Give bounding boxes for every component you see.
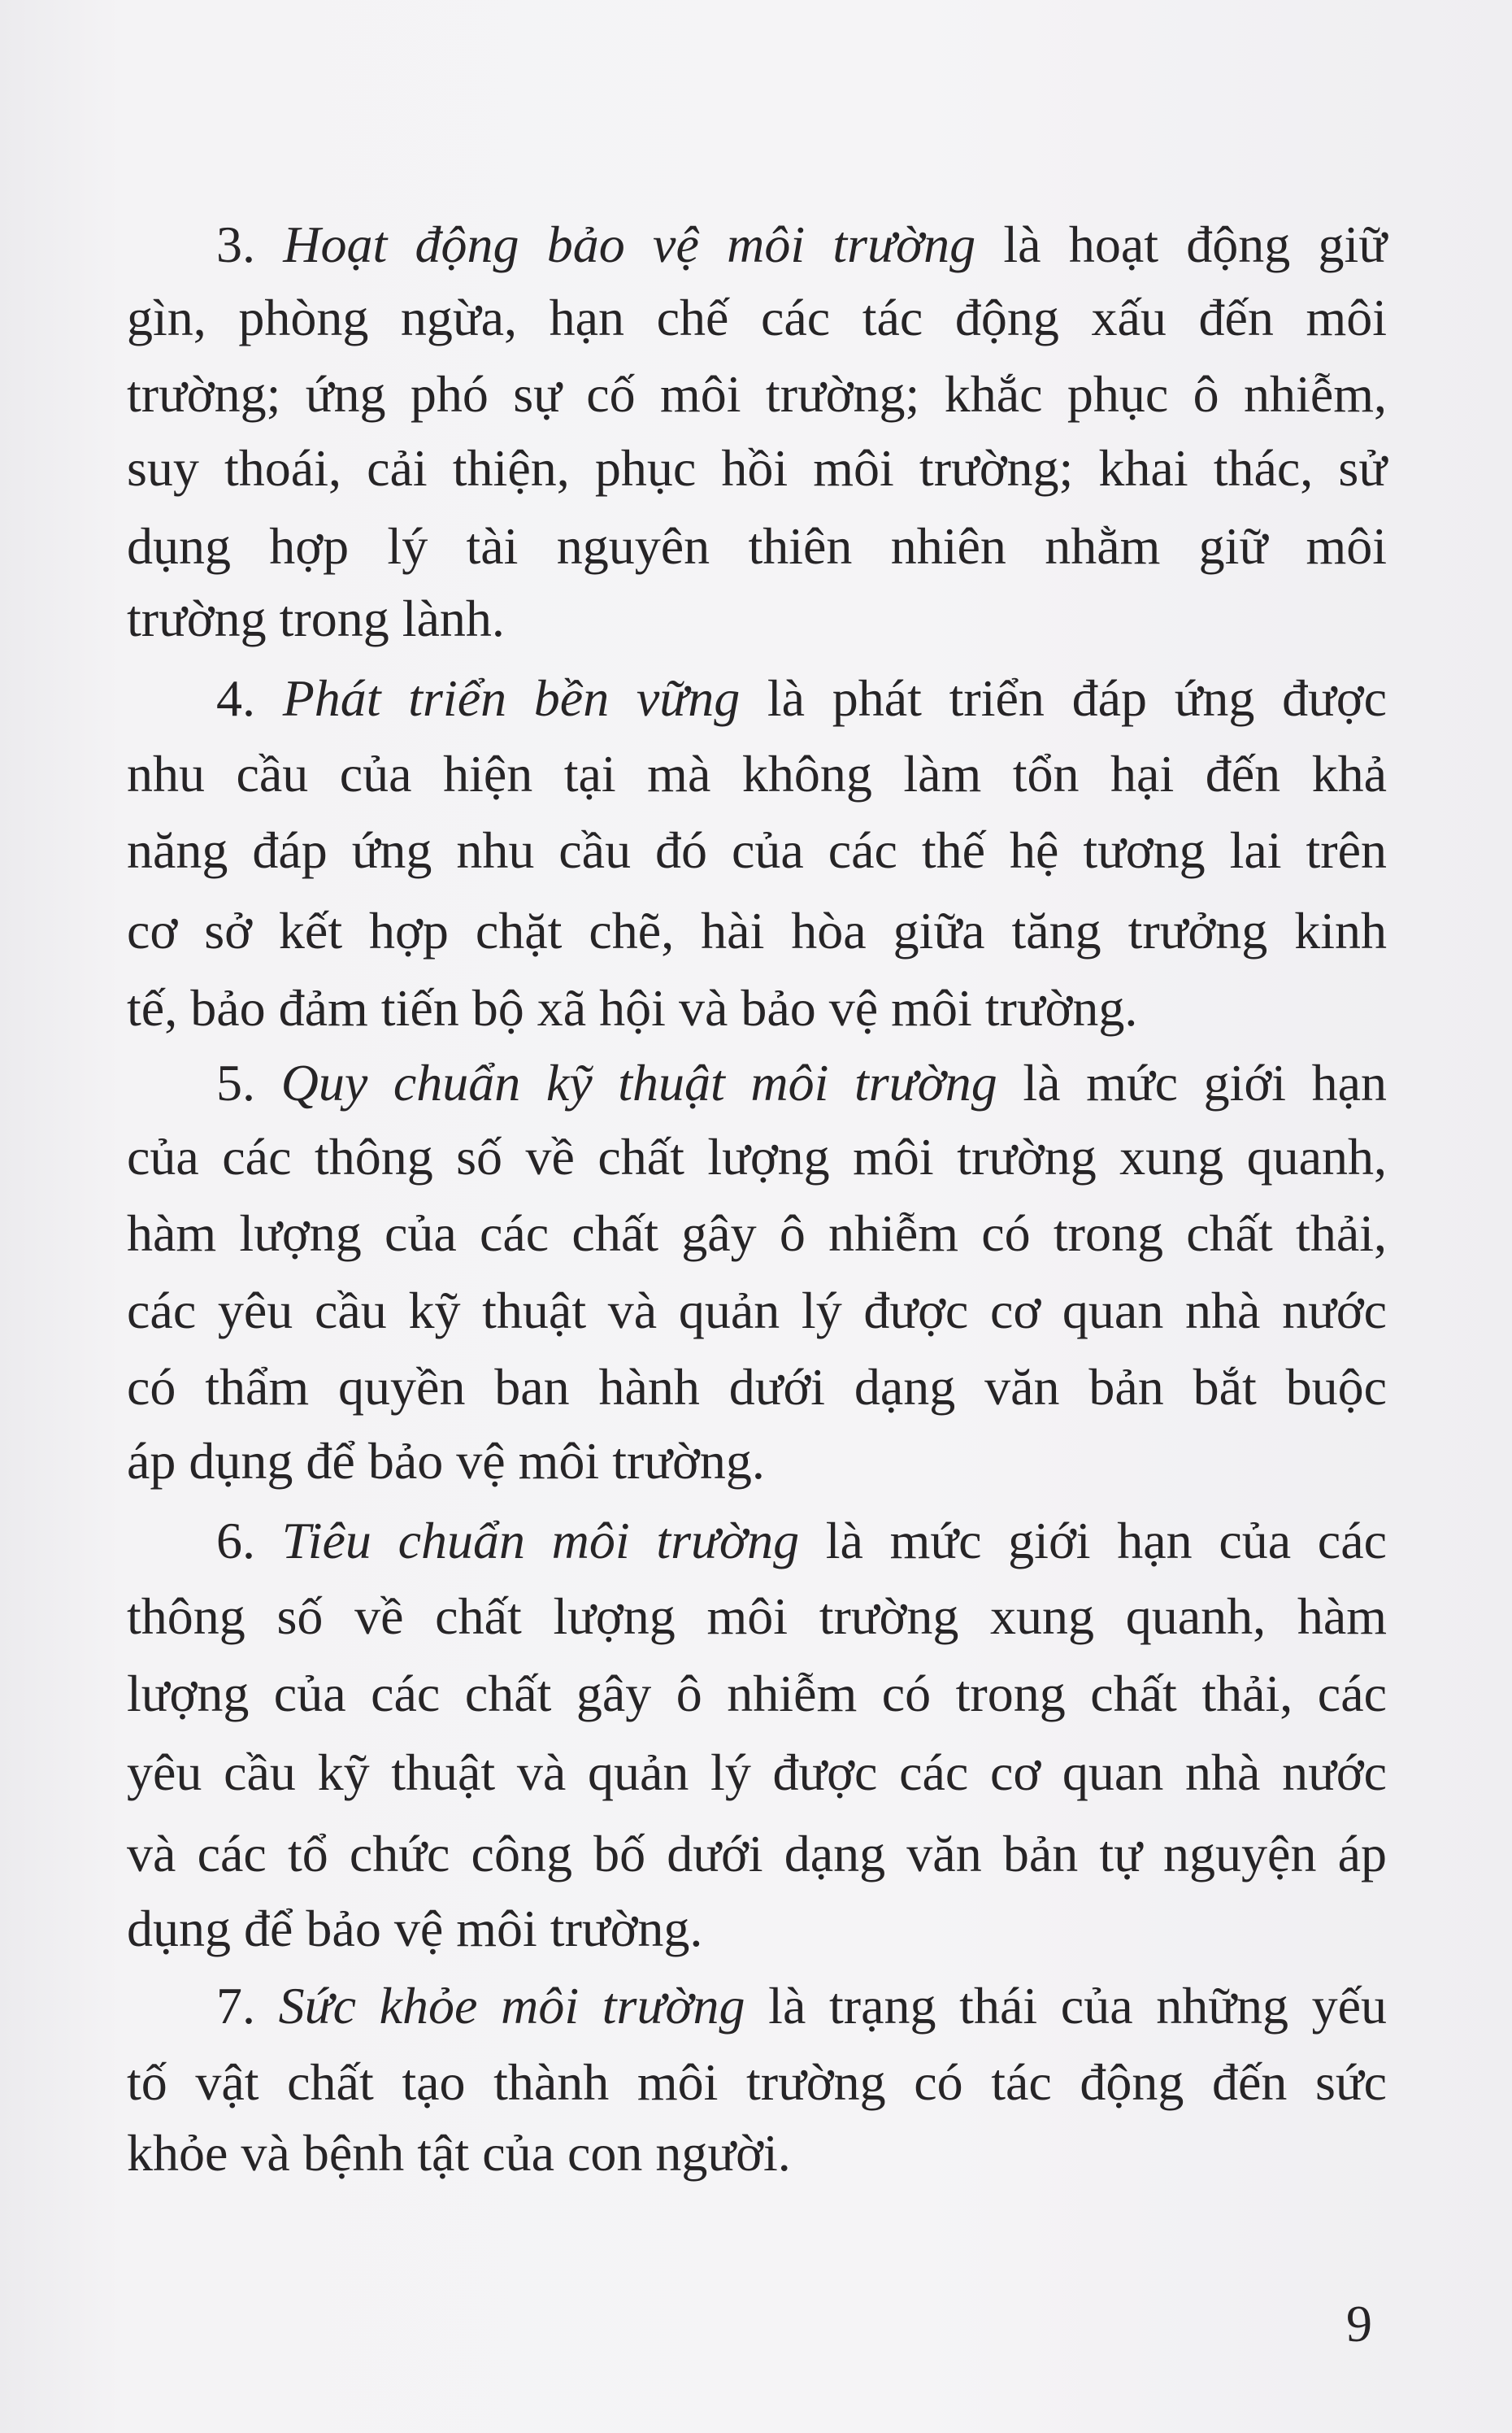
defined-term: Phát triển bền vững bbox=[282, 669, 741, 727]
text-line: trường trong lành. bbox=[127, 590, 505, 647]
text-line: có thẩm quyền ban hành dưới dạng văn bản bắt buộc bbox=[127, 1358, 1387, 1416]
item-number: 6. bbox=[216, 1512, 282, 1569]
text-line: các yêu cầu kỹ thuật và quản lý được cơ quan nhà nước bbox=[127, 1282, 1387, 1339]
defined-term: Tiêu chuẩn môi trường bbox=[281, 1512, 800, 1569]
text-line bbox=[127, 1508, 1387, 1573]
page-number: 9 bbox=[1346, 2295, 1372, 2352]
definition-text: là phát triển đáp ứng được bbox=[740, 669, 1388, 727]
text-line: dụng để bảo vệ môi trường. bbox=[127, 1900, 703, 1957]
text-line bbox=[127, 666, 1387, 731]
text-line: suy thoái, cải thiện, phục hồi môi trường; khai thác, sử bbox=[127, 439, 1387, 497]
definition-text: là mức giới hạn của các bbox=[799, 1512, 1388, 1569]
item-number: 4. bbox=[216, 669, 283, 727]
text-line: và các tổ chức công bố dưới dạng văn bản tự nguyện áp bbox=[127, 1825, 1387, 1882]
text-line: áp dụng để bảo vệ môi trường. bbox=[127, 1432, 765, 1490]
defined-term: Sức khỏe môi trường bbox=[278, 1977, 745, 2035]
text-line: yêu cầu kỹ thuật và quản lý được các cơ quan nhà nước bbox=[127, 1743, 1387, 1801]
text-line: nhu cầu của hiện tại mà không làm tổn hại đến khả bbox=[127, 745, 1387, 803]
text-line bbox=[127, 212, 1387, 277]
item-number: 7. bbox=[216, 1977, 279, 2035]
text-line: của các thông số về chất lượng môi trường xung quanh, bbox=[127, 1128, 1387, 1186]
defined-term: Quy chuẩn kỹ thuật môi trường bbox=[280, 1054, 997, 1112]
text-line: lượng của các chất gây ô nhiễm có trong chất thải, các bbox=[127, 1665, 1387, 1722]
text-line bbox=[127, 1051, 1387, 1116]
text-line: năng đáp ứng nhu cầu đó của các thế hệ tương lai trên bbox=[127, 821, 1387, 879]
text-line: tế, bảo đảm tiến bộ xã hội và bảo vệ môi trường. bbox=[127, 979, 1138, 1037]
item-number: 5. bbox=[216, 1054, 281, 1112]
definition-text: là trạng thái của những yếu bbox=[745, 1977, 1387, 2035]
text-line: dụng hợp lý tài nguyên thiên nhiên nhằm giữ môi bbox=[127, 517, 1387, 575]
text-line: khỏe và bệnh tật của con người. bbox=[127, 2124, 791, 2182]
text-line: tố vật chất tạo thành môi trường có tác động đến sức bbox=[127, 2053, 1387, 2111]
definition-text: là hoạt động giữ bbox=[975, 215, 1388, 273]
item-number: 3. bbox=[216, 215, 284, 273]
text-line: trường; ứng phó sự cố môi trường; khắc phục ô nhiễm, bbox=[127, 365, 1387, 423]
text-line: gìn, phòng ngừa, hạn chế các tác động xấu đến môi bbox=[127, 289, 1387, 346]
text-line: cơ sở kết hợp chặt chẽ, hài hòa giữa tăng trưởng kinh bbox=[127, 902, 1387, 960]
text-line bbox=[127, 1974, 1387, 2039]
text-line: hàm lượng của các chất gây ô nhiễm có trong chất thải, bbox=[127, 1204, 1387, 1262]
definition-text: là mức giới hạn bbox=[997, 1054, 1388, 1112]
text-line: thông số về chất lượng môi trường xung quanh, hàm bbox=[127, 1587, 1387, 1645]
defined-term: Hoạt động bảo vệ môi trường bbox=[283, 215, 976, 273]
